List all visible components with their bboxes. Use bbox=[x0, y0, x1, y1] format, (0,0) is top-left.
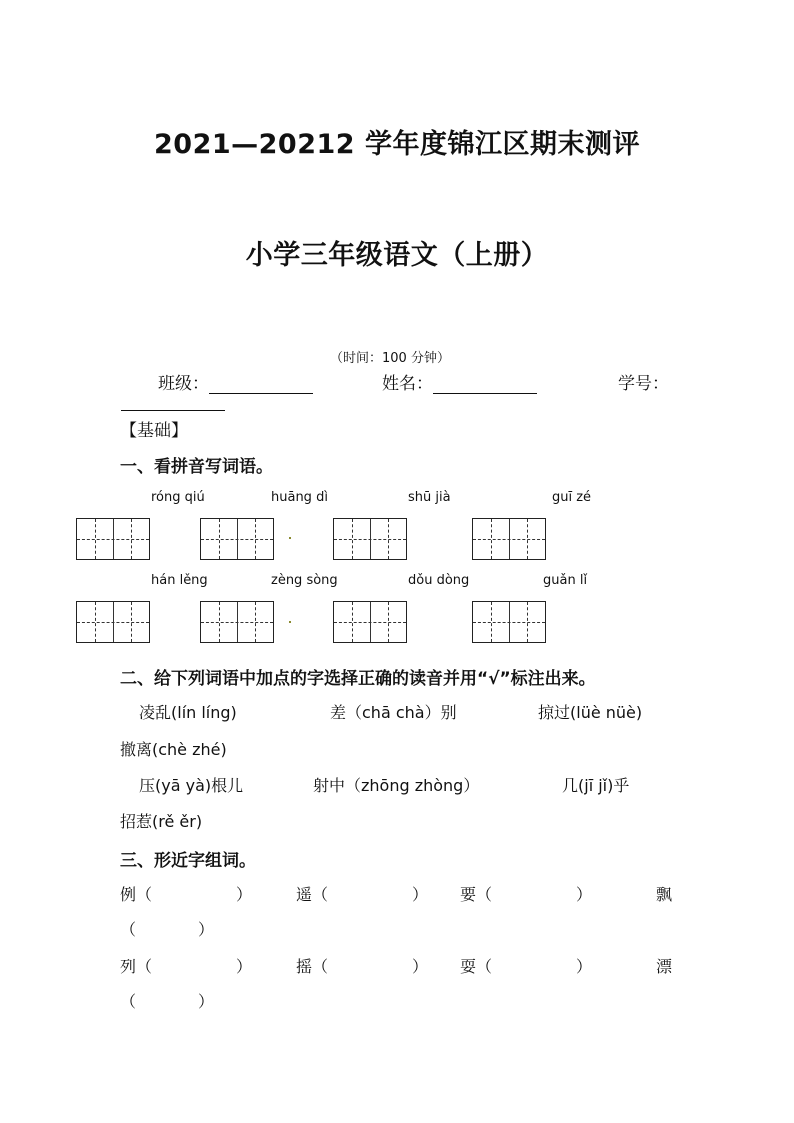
q3-heading: 三、形近字组词。 bbox=[120, 851, 256, 871]
q2-item-shezhong[interactable]: 射中（zhōng zhòng） bbox=[313, 776, 480, 795]
writing-grid-6[interactable] bbox=[200, 601, 274, 643]
q2-item-zhaore[interactable]: 招惹(rě ěr) bbox=[120, 812, 203, 831]
stray-dot bbox=[289, 537, 291, 539]
exam-title: 2021—20212 学年度锦江区期末测评 bbox=[154, 129, 640, 160]
writing-grid-3[interactable] bbox=[333, 518, 407, 560]
q3-item-piao-blank[interactable]: （ ） bbox=[120, 920, 215, 939]
q3-item-piao[interactable]: 飘 bbox=[656, 885, 673, 904]
name-label: 姓名： bbox=[382, 374, 433, 394]
writing-grid-1[interactable] bbox=[76, 518, 150, 560]
q2-item-chabie[interactable]: 差（chā chà）别 bbox=[330, 703, 457, 722]
q3-item-lie[interactable]: 列（ ） bbox=[120, 957, 253, 976]
q3-item-yao[interactable]: 遥（ ） bbox=[296, 885, 429, 904]
q1-heading: 一、看拼音写词语。 bbox=[120, 457, 273, 477]
q3-item-li[interactable]: 例（ ） bbox=[120, 885, 253, 904]
class-field bbox=[158, 369, 313, 394]
pinyin-hanleng: hán lěng bbox=[151, 573, 208, 588]
writing-grid-8[interactable] bbox=[472, 601, 546, 643]
pinyin-rongqiu: róng qiú bbox=[151, 490, 205, 505]
writing-grid-2[interactable] bbox=[200, 518, 274, 560]
student-id-label: 学号： bbox=[618, 374, 669, 394]
writing-grid-4[interactable] bbox=[472, 518, 546, 560]
writing-grid-5[interactable] bbox=[76, 601, 150, 643]
q3-item-yao3[interactable]: 摇（ ） bbox=[296, 957, 429, 976]
writing-grid-7[interactable] bbox=[333, 601, 407, 643]
q3-item-yao2[interactable]: 要（ ） bbox=[460, 885, 593, 904]
name-blank[interactable] bbox=[433, 377, 537, 394]
exam-subtitle: 小学三年级语文（上册） bbox=[245, 240, 549, 271]
q2-item-lveguo[interactable]: 掠过(lüè nüè) bbox=[538, 703, 643, 722]
q3-item-piao2-blank[interactable]: （ ） bbox=[120, 992, 215, 1011]
pinyin-huangdi: huāng dì bbox=[271, 490, 328, 505]
q3-item-piao2[interactable]: 漂 bbox=[656, 957, 673, 976]
class-label: 班级： bbox=[158, 374, 209, 394]
q2-item-jihu[interactable]: 几(jī jǐ)乎 bbox=[562, 776, 630, 795]
pinyin-zengsong: zèng sòng bbox=[271, 573, 338, 588]
pinyin-guize: guī zé bbox=[552, 490, 592, 505]
q2-item-yagener[interactable]: 压(yā yà)根儿 bbox=[139, 776, 244, 795]
q3-item-shua[interactable]: 耍（ ） bbox=[460, 957, 593, 976]
name-field bbox=[382, 369, 537, 394]
pinyin-guanli: guǎn lǐ bbox=[543, 573, 588, 588]
pinyin-doudong: dǒu dòng bbox=[408, 573, 470, 588]
time-note: （时间：100 分钟） bbox=[330, 351, 450, 366]
q2-item-lingluan[interactable]: 凌乱(lín líng) bbox=[139, 703, 237, 722]
q2-item-cheli[interactable]: 撤离(chè zhé) bbox=[120, 740, 227, 759]
student-id-blank[interactable] bbox=[121, 394, 225, 411]
stray-dot bbox=[289, 621, 291, 623]
section-tag: 【基础】 bbox=[120, 421, 188, 441]
class-blank[interactable] bbox=[209, 377, 313, 394]
pinyin-shujia: shū jià bbox=[408, 490, 451, 505]
q2-heading: 二、给下列词语中加点的字选择正确的读音并用“√”标注出来。 bbox=[120, 669, 596, 689]
